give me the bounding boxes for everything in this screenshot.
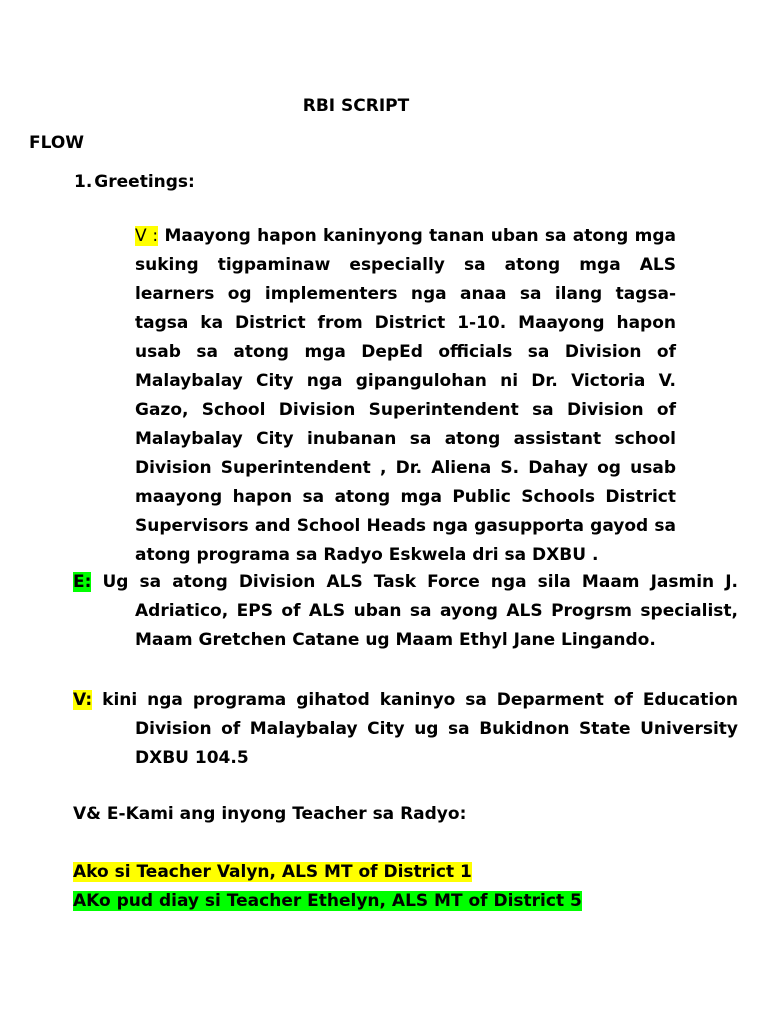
- flow-heading: FLOW: [29, 133, 85, 153]
- speaker-e-marker: E:: [73, 572, 92, 592]
- greetings-heading: [74, 172, 195, 192]
- e-paragraph: [73, 568, 738, 655]
- v-program-text: kini nga programa gihatod kaninyo sa Deparment of Education Division of Malaybalay City ug sa Bukidnon State University DXBU 104.5: [92, 690, 738, 768]
- v-intro-paragraph: [135, 222, 676, 570]
- ako-ethelyn-line: AKo pud diay si Teacher Ethelyn, ALS MT of District 5: [73, 891, 582, 911]
- v-program-paragraph: [73, 686, 738, 773]
- speaker-v-marker-2: V:: [73, 690, 93, 710]
- e-text: Ug sa atong Division ALS Task Force nga sila Maam Jasmin J. Adriatico, EPS of ALS uban sa ayong ALS Progrsm specialist, Maam Gretchen Catane ug Maam Ethyl Jane Lingando.: [91, 572, 738, 650]
- greetings-label: Greetings:: [94, 172, 195, 192]
- kami-line: V& E-Kami ang inyong Teacher sa Radyo:: [73, 804, 467, 824]
- v-intro-text: Maayong hapon kaninyong tanan uban sa atong mga suking tigpaminaw especially sa atong mga ALS learners og implementers nga anaa sa ilang tagsa-tagsa ka District from District 1-10. Maayong hapon usab sa atong mga DepEd officials sa Division of Malaybalay City nga gipangulohan ni Dr. Victoria V. Gazo, School Division Superintendent sa Division of Malaybalay City inubanan sa atong assistant school Division Superintendent , Dr. Aliena S. Dahay og usab maayong hapon sa atong mga Public Schools District Supervisors and School Heads nga gasupporta gayod sa atong programa sa Radyo Eskwela dri sa DXBU .: [135, 226, 676, 565]
- speaker-v-marker: V :: [135, 226, 159, 246]
- greetings-number: 1.: [74, 172, 93, 192]
- ako-valyn-line: Ako si Teacher Valyn, ALS MT of District 1: [73, 862, 472, 882]
- document-title: RBI SCRIPT: [302, 96, 410, 116]
